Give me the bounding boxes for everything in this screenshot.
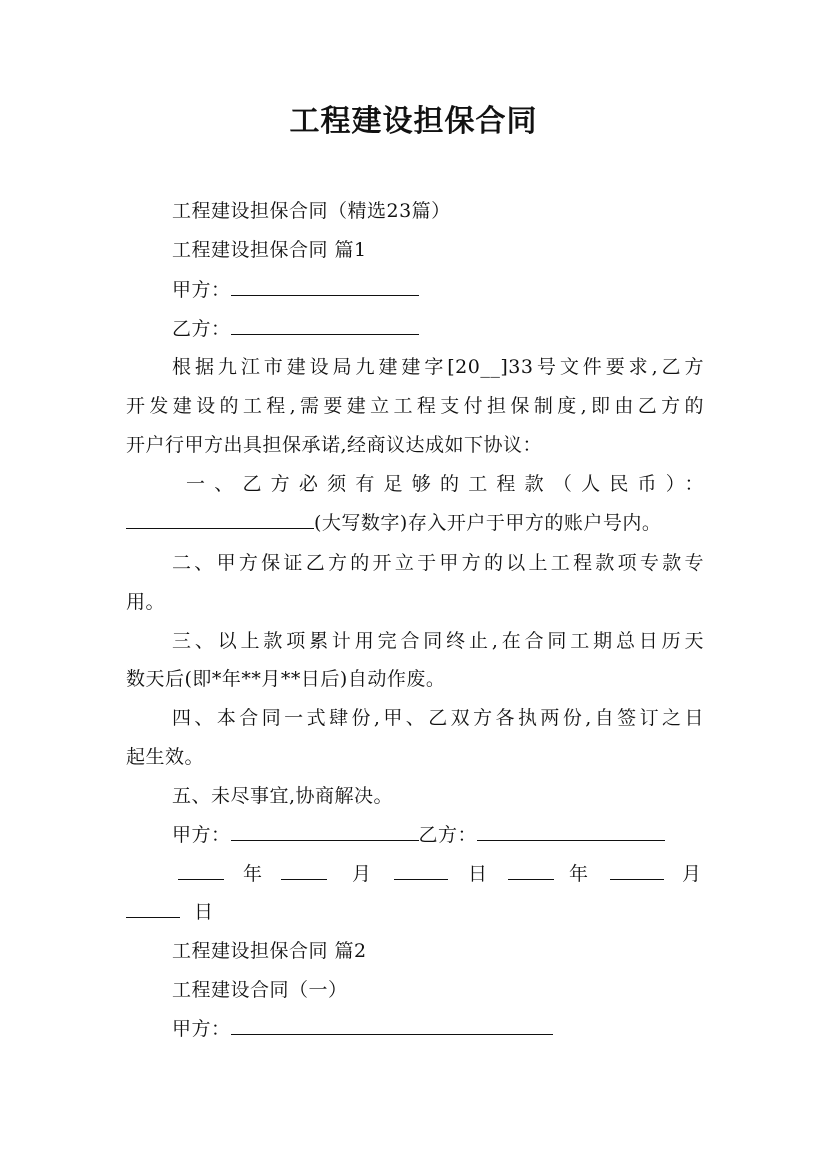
clause-2-line: 二、甲方保证乙方的开立于甲方的以上工程款项专款专: [172, 552, 704, 574]
year-label-a: 年: [243, 863, 263, 885]
doc-subtitle: 工程建设担保合同（精选23篇）: [172, 200, 451, 222]
section-heading-1: 工程建设担保合同 篇1: [172, 239, 367, 261]
party-a-line-2: [172, 1014, 704, 1044]
year-label-b: 年: [569, 863, 589, 885]
party-b-blank: [231, 314, 419, 335]
sign-party-a-blank: [231, 820, 419, 841]
party-a-label-2: 甲方：: [172, 1018, 231, 1040]
year-blank-b: [508, 859, 554, 880]
party-b-label: 乙方：: [172, 318, 231, 340]
clause-5-line: 五、未尽事宜,协商解决。: [172, 785, 394, 807]
subcontract-title: 工程建设合同（一）: [172, 979, 348, 1001]
party-a-line: [172, 275, 704, 305]
day-label-b: 日: [194, 901, 214, 923]
day-blank-b: [126, 897, 180, 918]
sign-party-b-blank: [477, 820, 665, 841]
clause-2-cont: 用。: [126, 591, 166, 613]
date-line-cont: [126, 897, 704, 927]
party-a-label: 甲方：: [172, 279, 231, 301]
year-blank-a: [178, 859, 224, 880]
sign-party-a-label: 甲方：: [172, 824, 231, 846]
amount-blank: [126, 508, 314, 529]
month-blank-b: [610, 859, 664, 880]
paragraph-line: 根据九江市建设局九建建字[20__]33号文件要求,乙方: [172, 356, 704, 378]
party-a-blank-2: [231, 1014, 553, 1035]
paragraph-line: 开户行甲方出具担保承诺,经商议达成如下协议：: [126, 434, 543, 456]
clause-4-cont: 起生效。: [126, 746, 205, 768]
month-label-a: 月: [352, 863, 372, 885]
sign-party-b-label: 乙方：: [418, 824, 478, 846]
party-b-line: [172, 314, 704, 344]
party-a-blank: [231, 275, 419, 296]
day-blank-a: [394, 859, 448, 880]
clause-3-cont: 数天后(即*年**月**日后)自动作废。: [126, 668, 446, 690]
clause-3-line: 三、以上款项累计用完合同终止,在合同工期总日历天: [172, 630, 704, 652]
clause-4-line: 四、本合同一式肆份,甲、乙双方各执两份,自签订之日: [172, 707, 704, 729]
signature-line: [172, 820, 704, 850]
section-heading-2: 工程建设担保合同 篇2: [172, 940, 367, 962]
month-label-b: 月: [682, 863, 702, 885]
paragraph-line: 开发建设的工程,需要建立工程支付担保制度,即由乙方的: [126, 395, 704, 417]
document-title: 工程建设担保合同: [289, 104, 538, 139]
month-blank-a: [281, 859, 327, 880]
clause-1-cont: (大写数字)存入开户于甲方的账户号内。: [126, 508, 704, 538]
day-label-a: 日: [468, 863, 488, 885]
clause-1-line: 一、乙方必须有足够的工程款（人民币）：: [186, 473, 704, 495]
